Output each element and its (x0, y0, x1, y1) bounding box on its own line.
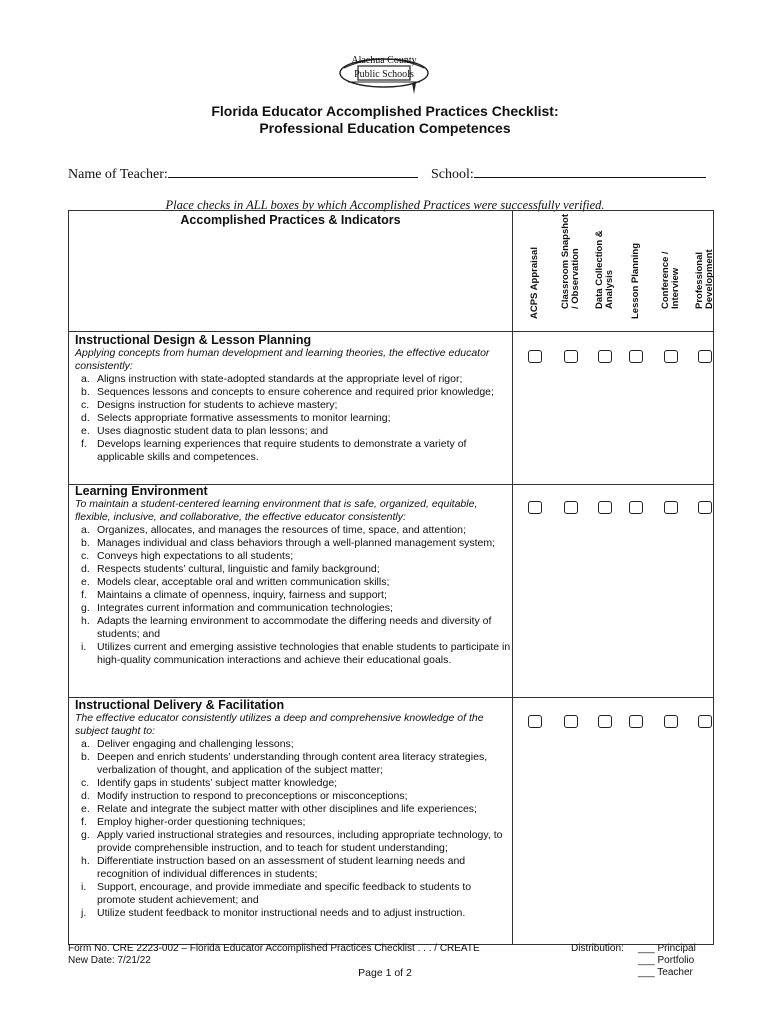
alachua-county-public-schools-logo (334, 52, 434, 98)
indicator-letter: i. (81, 881, 87, 893)
indicator-text: Integrates current information and communication technologies; (97, 602, 393, 614)
distribution-item: ___ Portfolio (638, 955, 695, 966)
indicator-item (75, 816, 511, 829)
distribution-item: ___ Principal (638, 943, 696, 954)
indicator-letter: g. (81, 602, 90, 614)
indicator-text: Relate and integrate the subject matter with other disciplines and life experiences; (97, 803, 477, 815)
practice-section (75, 333, 511, 464)
section-intro: To maintain a student-centered learning environment that is safe, organized, equitable, flexible, inclusive, and collaborative, the effective educator consistently: (75, 498, 478, 523)
indicator-letter: j. (81, 907, 87, 919)
indicator-item (75, 550, 511, 563)
indicator-text: Adapts the learning environment to accommodate the differing needs and diversity of students; and (97, 615, 492, 640)
school-row (431, 165, 706, 183)
indicator-list (75, 738, 511, 920)
checkbox-section2-col2[interactable] (564, 501, 578, 514)
teacher-name-field[interactable] (168, 165, 418, 178)
indicator-item (75, 438, 511, 464)
teacher-name-row (68, 165, 418, 183)
indicator-list (75, 524, 511, 667)
indicator-text: Utilizes current and emerging assistive technologies that enable students to participate in high-quality communication interactions and achieve their educational goals. (97, 641, 511, 666)
checkbox-section3-col4[interactable] (629, 715, 643, 728)
indicator-letter: f. (81, 589, 87, 601)
indicator-letter: f. (81, 438, 87, 450)
indicator-text: Uses diagnostic student data to plan lessons; and (97, 425, 329, 437)
indicator-item (75, 907, 511, 920)
indicator-item (75, 576, 511, 589)
indicator-text: Deepen and enrich students’ understanding through content area literacy strategies, verbalization of thought, and application of the subject matter; (97, 751, 488, 776)
column-header-line1: Data Collection & (594, 230, 605, 309)
checkbox-section3-col1[interactable] (528, 715, 542, 728)
indicator-text: Deliver engaging and challenging lessons; (97, 738, 294, 750)
new-date: New Date: 7/21/22 (68, 955, 151, 966)
indicator-letter: e. (81, 803, 90, 815)
indicator-letter: d. (81, 563, 90, 575)
checkbox-section2-col5[interactable] (664, 501, 678, 514)
indicator-text: Organizes, allocates, and manages the resources of time, space, and attention; (97, 524, 466, 536)
column-header-line2: Development (704, 249, 715, 309)
indicator-item (75, 641, 511, 667)
section-intro: The effective educator consistently utilizes a deep and comprehensive knowledge of the subject taught to: (75, 712, 484, 737)
indicator-item (75, 386, 511, 399)
column-header-2 (554, 213, 588, 329)
indicator-letter: a. (81, 524, 90, 536)
indicator-text: Conveys high expectations to all students; (97, 550, 294, 562)
instruction-text: Place checks in ALL boxes by which Accomplished Practices were successfully verified. (165, 198, 605, 212)
checkbox-section3-col5[interactable] (664, 715, 678, 728)
checkbox-section2-col6[interactable] (698, 501, 712, 514)
column-header-6 (688, 217, 722, 329)
indicator-letter: c. (81, 550, 90, 562)
checkbox-section1-col5[interactable] (664, 350, 678, 363)
column-header-line1: ACPS Appraisal (529, 247, 540, 319)
indicator-item (75, 373, 511, 386)
indicator-list (75, 373, 511, 464)
indicator-text: Apply varied instructional strategies and resources, including appropriate technology, to provide comprehensible instruction, and to teach for student understanding; (97, 829, 503, 854)
indicator-letter: c. (81, 777, 90, 789)
column-divider (512, 211, 513, 944)
indicator-item (75, 524, 511, 537)
indicator-item (75, 738, 511, 751)
section-heading: Instructional Design & Lesson Planning (75, 333, 312, 347)
column-header-line1: Professional (694, 251, 705, 309)
indicator-text: Manages individual and class behaviors through a well-planned management system; (97, 537, 496, 549)
indicator-item (75, 881, 511, 907)
checkbox-section1-col1[interactable] (528, 350, 542, 363)
column-header-3 (588, 217, 622, 329)
header-divider (69, 331, 713, 332)
indicator-item (75, 855, 511, 881)
indicator-text: Designs instruction for students to achieve mastery; (97, 399, 338, 411)
indicator-letter: e. (81, 425, 90, 437)
indicator-item (75, 602, 511, 615)
column-header-line2: / Observation (570, 248, 581, 309)
indicator-text: Differentiate instruction based on an assessment of student learning needs and recognition of individual differences in students; (97, 855, 466, 880)
indicator-text: Identify gaps in students’ subject matter knowledge; (97, 777, 338, 789)
indicator-text: Employ higher-order questioning techniques; (97, 816, 306, 828)
indicator-item (75, 803, 511, 816)
distribution-item: ___ Teacher (638, 967, 693, 978)
school-field[interactable] (474, 165, 706, 178)
column-header-line1: Lesson Planning (630, 242, 641, 319)
checkbox-section1-col3[interactable] (598, 350, 612, 363)
indicator-letter: i. (81, 641, 87, 653)
table-header-title: Accomplished Practices & Indicators (180, 213, 401, 227)
form-number: Form No. CRE 2223-002 – Florida Educator Accomplished Practices Checklist . . . / CREATE (68, 943, 480, 954)
checkbox-section1-col6[interactable] (698, 350, 712, 363)
indicator-item (75, 751, 511, 777)
indicator-text: Models clear, acceptable oral and written communication skills; (97, 576, 390, 588)
logo-line1: Alachua County (351, 55, 417, 66)
teacher-name-label: Name of Teacher: (68, 167, 168, 182)
indicator-item (75, 412, 511, 425)
checklist-table (68, 210, 714, 945)
indicator-text: Utilize student feedback to monitor instructional needs and to adjust instruction. (97, 907, 466, 919)
indicator-letter: g. (81, 829, 90, 841)
indicator-letter: d. (81, 412, 90, 424)
indicator-letter: a. (81, 738, 90, 750)
indicator-text: Maintains a climate of openness, inquiry, fairness and support; (97, 589, 387, 601)
practice-section (75, 484, 511, 667)
indicator-text: Modify instruction to respond to preconceptions or misconceptions; (97, 790, 408, 802)
checkbox-section3-col2[interactable] (564, 715, 578, 728)
column-header-line2: Interview (670, 267, 681, 309)
column-header-4 (619, 217, 653, 329)
checkbox-section3-col6[interactable] (698, 715, 712, 728)
indicator-letter: b. (81, 751, 90, 763)
section-heading: Learning Environment (75, 484, 208, 498)
column-header-1 (518, 217, 552, 329)
checkbox-section1-col4[interactable] (629, 350, 643, 363)
document-subtitle: Professional Education Competences (259, 120, 511, 136)
indicator-text: Respects students’ cultural, linguistic and family background; (97, 563, 380, 575)
section-heading: Instructional Delivery & Facilitation (75, 698, 285, 712)
indicator-text: Sequences lessons and concepts to ensure coherence and required prior knowledge; (97, 386, 494, 398)
indicator-item (75, 615, 511, 641)
indicator-item (75, 589, 511, 602)
indicator-letter: b. (81, 537, 90, 549)
checkbox-section2-col4[interactable] (629, 501, 643, 514)
indicator-letter: a. (81, 373, 90, 385)
column-header-line2: Analysis (604, 269, 615, 309)
column-header-line1: Conference / (660, 251, 671, 309)
practice-section (75, 698, 511, 920)
indicator-letter: h. (81, 615, 90, 627)
checkbox-section2-col1[interactable] (528, 501, 542, 514)
indicator-text: Aligns instruction with state-adopted standards at the appropriate level of rigor; (97, 373, 463, 385)
school-label: School: (431, 167, 474, 182)
logo-line2: Public Schools (354, 69, 414, 80)
indicator-letter: e. (81, 576, 90, 588)
indicator-letter: h. (81, 855, 90, 867)
checkbox-section1-col2[interactable] (564, 350, 578, 363)
document-title: Florida Educator Accomplished Practices Checklist: (211, 103, 559, 119)
indicator-letter: d. (81, 790, 90, 802)
indicator-item (75, 425, 511, 438)
checkbox-section2-col3[interactable] (598, 501, 612, 514)
indicator-item (75, 563, 511, 576)
indicator-letter: c. (81, 399, 90, 411)
column-header-line1: Classroom Snapshot (560, 213, 571, 309)
indicator-item (75, 777, 511, 790)
column-header-5 (654, 217, 688, 329)
indicator-text: Develops learning experiences that require students to demonstrate a variety of applicable skills and competences. (97, 438, 467, 463)
distribution-label: Distribution: (571, 943, 624, 954)
indicator-item (75, 790, 511, 803)
indicator-letter: b. (81, 386, 90, 398)
indicator-item (75, 829, 511, 855)
checkbox-section3-col3[interactable] (598, 715, 612, 728)
section-intro: Applying concepts from human development and learning theories, the effective educator consistently: (75, 347, 490, 372)
indicator-letter: f. (81, 816, 87, 828)
indicator-text: Support, encourage, and provide immediate and specific feedback to students to promote student achievement; and (97, 881, 472, 906)
indicator-item (75, 399, 511, 412)
page-number: Page 1 of 2 (358, 967, 412, 979)
indicator-item (75, 537, 511, 550)
indicator-text: Selects appropriate formative assessments to monitor learning; (97, 412, 391, 424)
